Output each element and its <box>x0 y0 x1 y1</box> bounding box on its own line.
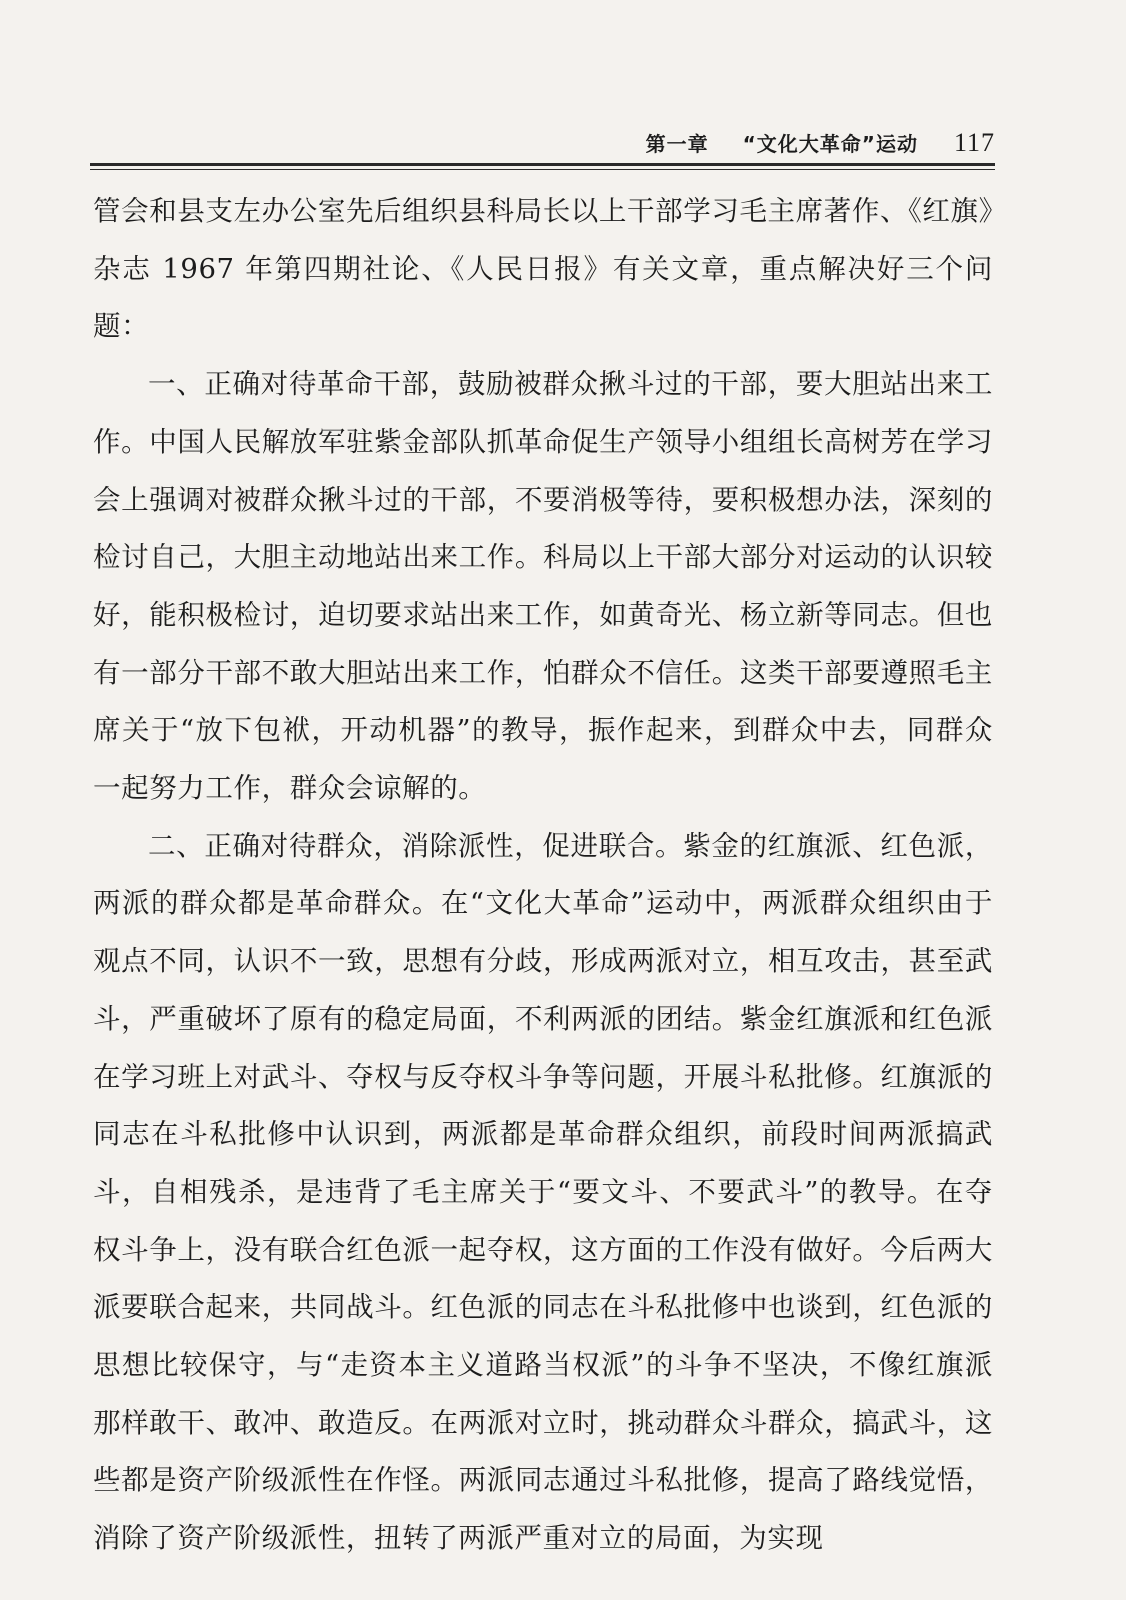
header-rule-thin <box>90 169 995 170</box>
chapter-label: 第一章 <box>645 132 709 156</box>
chapter-title: “文化大革命”运动 <box>742 132 918 156</box>
page-header <box>90 128 995 168</box>
paragraph-continued: 管会和县支左办公室先后组织县科局长以上干部学习毛主席著作、《红旗》杂志 1967 年第四期社论、《人民日报》有关文章，重点解决好三个问题： <box>93 195 993 343</box>
page-number: 117 <box>953 128 995 157</box>
paragraph-point-two: 二、正确对待群众，消除派性，促进联合。紫金的红旗派、红色派，两派的群众都是革命群众。在“文化大革命”运动中，两派群众组织由于观点不同，认识不一致，思想有分歧，形成两派对立，相互攻击，甚至武斗，严重破坏了原有的稳定局面，不利两派的团结。紫金红旗派和红色派在学习班上对武斗、夺权与反夺权斗争等问题，开展斗私批修。红旗派的同志在斗私批修中认识到，两派都是革命群众组织，前段时间两派搞武斗，自相残杀，是违背了毛主席关于“要文斗、不要武斗”的教导。在夺权斗争上，没有联合红色派一起夺权，这方面的工作没有做好。今后两大派要联合起来，共同战斗。红色派的同志在斗私批修中也谈到，红色派的思想比较保守，与“走资本主义道路当权派”的斗争不坚决，不像红旗派那样敢干、敢冲、敢造反。在两派对立时，挑动群众斗群众，搞武斗，这些都是资产阶级派性在作怪。两派同志通过斗私批修，提高了路线觉悟，消除了资产阶级派性，扭转了两派严重对立的局面，为实现 <box>93 829 993 1555</box>
running-head <box>646 128 995 158</box>
body-text <box>93 183 993 1568</box>
header-rule-thick <box>90 163 995 166</box>
paragraph-point-one: 一、正确对待革命干部，鼓励被群众揪斗过的干部，要大胆站出来工作。中国人民解放军驻紫金部队抓革命促生产领导小组组长高树芳在学习会上强调对被群众揪斗过的干部，不要消极等待，要积极想办法，深刻的检讨自己，大胆主动地站出来工作。科局以上干部大部分对运动的认识较好，能积极检讨，迫切要求站出来工作，如黄奇光、杨立新等同志。但也有一部分干部不敢大胆站出来工作，怕群众不信任。这类干部要遵照毛主席关于“放下包袱，开动机器”的教导，振作起来，到群众中去，同群众一起努力工作，群众会谅解的。 <box>93 368 993 805</box>
